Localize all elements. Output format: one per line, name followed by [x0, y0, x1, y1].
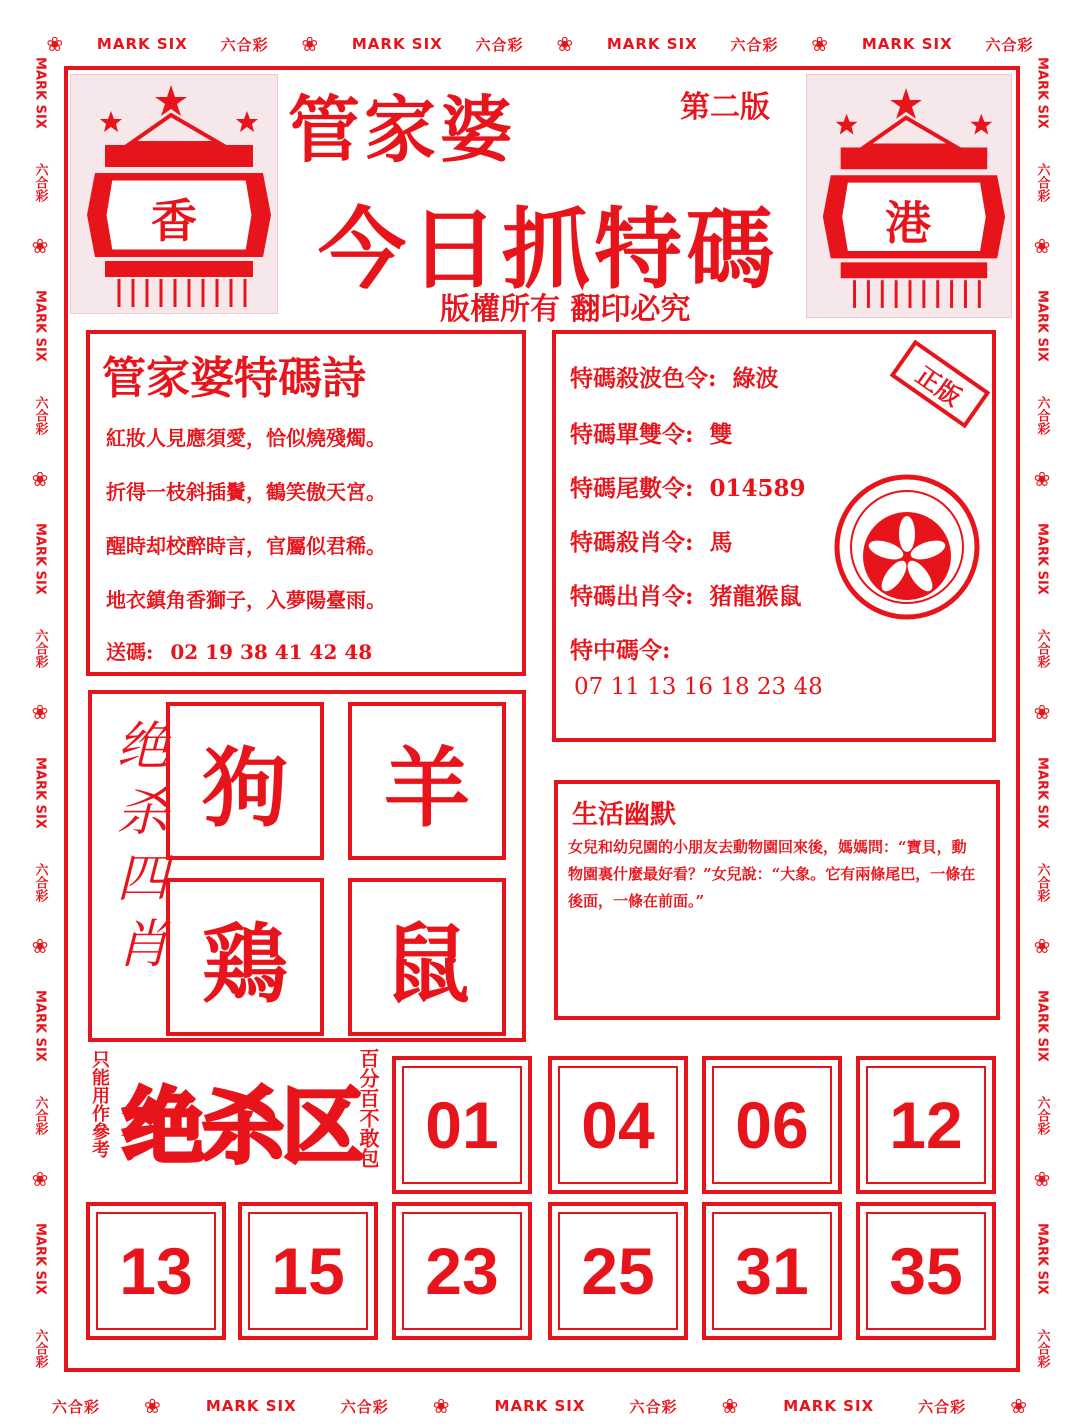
border-mark-text: MARK SIX — [1034, 290, 1050, 363]
flower-icon: ❀ — [1033, 933, 1051, 958]
tip-value: 014589 — [709, 475, 806, 502]
kill-number-cell: 04 — [548, 1056, 688, 1194]
tip-value: 雙 — [709, 421, 733, 448]
border-mark-text: MARK SIX — [606, 35, 698, 53]
border-mark-text: MARK SIX — [783, 1397, 875, 1415]
border-mark-text: MARK SIX — [351, 35, 443, 53]
poem-box — [86, 330, 526, 676]
border-logo-text: 六合彩 — [1034, 1328, 1050, 1368]
poem-line-3: 醒時却校醉時言，官屬似君稀。 — [106, 534, 386, 558]
border-logo-text: 六合彩 — [32, 862, 48, 902]
page-title: 管家婆 — [288, 87, 517, 172]
flower-icon: ❀ — [46, 32, 65, 56]
border-mark-text: MARK SIX — [32, 756, 48, 829]
zodiac-cell-4: 鼠 — [348, 878, 506, 1036]
lantern-right-panel — [806, 74, 1012, 318]
flower-icon: ❀ — [556, 32, 575, 56]
kill-number-cell: 15 — [238, 1202, 378, 1340]
tip-row — [570, 470, 806, 503]
tip-value: 綠波 — [732, 365, 779, 392]
hit-label: 特中碼令: — [570, 637, 671, 664]
border-logo-text: 六合彩 — [475, 35, 524, 54]
border-logo-text: 六合彩 — [340, 1397, 389, 1416]
kill-number-cell: 25 — [548, 1202, 688, 1340]
flower-icon: ❀ — [31, 1166, 49, 1191]
tip-row — [570, 360, 779, 393]
left-border — [24, 40, 56, 1385]
flower-icon: ❀ — [721, 1394, 740, 1418]
flower-icon: ❀ — [31, 700, 49, 725]
border-mark-text: MARK SIX — [32, 290, 48, 363]
headline: 今日抓特碼 — [318, 197, 779, 301]
poem-line-4: 地衣鎮角香獅子，入夢陽臺雨。 — [106, 588, 386, 612]
kill-number-cell: 01 — [392, 1056, 532, 1194]
border-logo-text: 六合彩 — [32, 163, 48, 202]
border-mark-text: MARK SIX — [1034, 57, 1050, 129]
kill-number-cell: 31 — [702, 1202, 842, 1340]
zodiac-box — [88, 690, 526, 1042]
border-logo-text: 六合彩 — [1034, 396, 1050, 436]
border-mark-text: MARK SIX — [494, 1397, 586, 1415]
border-logo-text: 六合彩 — [1034, 629, 1050, 669]
kill-number-cell: 23 — [392, 1202, 532, 1340]
border-logo-text: 六合彩 — [629, 1397, 678, 1416]
flower-icon: ❀ — [432, 1394, 451, 1418]
flower-icon: ❀ — [31, 933, 49, 958]
authentic-stamp-text: 正版 — [910, 359, 967, 412]
edition-label: 第二版 — [680, 90, 770, 125]
tip-value: 馬 — [709, 529, 733, 556]
kill-number-cell: 35 — [856, 1202, 996, 1340]
border-logo-text: 六合彩 — [32, 1095, 48, 1135]
flower-icon: ❀ — [301, 32, 320, 56]
round-seal-icon — [832, 472, 982, 622]
flower-icon: ❀ — [1033, 1166, 1051, 1191]
border-mark-text: MARK SIX — [32, 989, 48, 1062]
send-numbers-row — [106, 636, 372, 665]
lantern-right-char: 港 — [885, 196, 931, 250]
tip-row — [570, 578, 802, 611]
kill-number-cell: 06 — [702, 1056, 842, 1194]
border-logo-text: 六合彩 — [918, 1397, 967, 1416]
tips-box — [552, 330, 996, 742]
border-logo-text: 六合彩 — [220, 35, 269, 54]
tip-row — [570, 416, 733, 449]
border-mark-text: MARK SIX — [32, 523, 48, 596]
humor-text: 女兒和幼兒園的小朋友去動物園回來後，媽媽問：“寶貝，動物園裏什麼最好看？”女兒說：“大象。它有兩條尾巴，一條在後面，一條在前面。” — [568, 838, 976, 910]
border-mark-text: MARK SIX — [1034, 756, 1050, 829]
border-mark-text: MARK SIX — [32, 57, 48, 129]
flower-icon: ❀ — [1010, 1394, 1028, 1418]
border-logo-text: 六合彩 — [1034, 163, 1050, 202]
tip-label: 特碼單雙令: — [570, 421, 694, 448]
poem-title: 管家婆特碼詩 — [102, 353, 366, 404]
border-mark-text: MARK SIX — [1034, 989, 1050, 1062]
flower-icon: ❀ — [1033, 700, 1051, 725]
border-logo-text: 六合彩 — [52, 1397, 101, 1416]
tip-label: 特碼殺波色令: — [570, 365, 717, 392]
lantern-left-panel — [70, 74, 278, 314]
kill-number-cell: 13 — [86, 1202, 226, 1340]
humor-title: 生活幽默 — [572, 800, 677, 830]
border-logo-text: 六合彩 — [1034, 862, 1050, 902]
poem-line-1: 紅妝人見應須愛，恰似燒殘燭。 — [106, 426, 386, 450]
border-mark-text: MARK SIX — [861, 35, 953, 53]
border-mark-text: MARK SIX — [1034, 523, 1050, 596]
border-logo-text: 六合彩 — [730, 35, 779, 54]
flower-icon: ❀ — [31, 467, 49, 492]
border-mark-text: MARK SIX — [32, 1222, 48, 1295]
flower-icon: ❀ — [1033, 467, 1051, 492]
send-label: 送碼: — [106, 640, 154, 664]
flower-icon: ❀ — [144, 1394, 162, 1418]
border-logo-text: 六合彩 — [1034, 1095, 1050, 1135]
zodiac-cell-1: 狗 — [166, 702, 324, 860]
border-mark-text: MARK SIX — [1034, 1222, 1050, 1295]
kill-zone-right-note: 百分百不敢包 — [356, 1048, 380, 1168]
kill-zone-title: 绝杀区 — [122, 1080, 363, 1175]
border-mark-text: MARK SIX — [205, 1397, 297, 1415]
lantern-left-char: 香 — [151, 194, 197, 248]
tip-value: 猪龍猴鼠 — [709, 583, 802, 610]
border-logo-text: 六合彩 — [32, 1328, 48, 1368]
border-logo-text: 六合彩 — [32, 629, 48, 669]
hit-numbers: 07 11 13 16 18 23 48 — [574, 674, 823, 700]
zodiac-side-label: 绝杀四肖 — [107, 718, 167, 982]
flower-icon: ❀ — [31, 234, 49, 259]
border-logo-text: 六合彩 — [985, 35, 1034, 54]
top-border — [0, 24, 1080, 64]
send-numbers: 02 19 38 41 42 48 — [170, 640, 373, 664]
flower-icon: ❀ — [811, 32, 830, 56]
zodiac-cell-3: 鶏 — [166, 878, 324, 1036]
right-border — [1026, 40, 1058, 1385]
tip-label: 特碼尾數令: — [570, 475, 694, 502]
tip-row — [570, 524, 733, 557]
humor-box — [554, 780, 1000, 1020]
flower-icon: ❀ — [1033, 234, 1051, 259]
authentic-stamp — [890, 340, 991, 429]
tip-label: 特碼出肖令: — [570, 583, 694, 610]
copyright-line: 版權所有 翻印必究 — [440, 292, 691, 327]
zodiac-cell-2: 羊 — [348, 702, 506, 860]
border-logo-text: 六合彩 — [32, 396, 48, 436]
kill-number-cell: 12 — [856, 1056, 996, 1194]
kill-zone-left-note: 只能用作參考 — [89, 1050, 110, 1158]
poem-line-2: 折得一枝斜插鬢，鶴笑傲天宮。 — [106, 480, 386, 504]
border-mark-text: MARK SIX — [96, 35, 188, 53]
tip-label: 特碼殺肖令: — [570, 529, 694, 556]
bottom-border — [0, 1386, 1080, 1425]
